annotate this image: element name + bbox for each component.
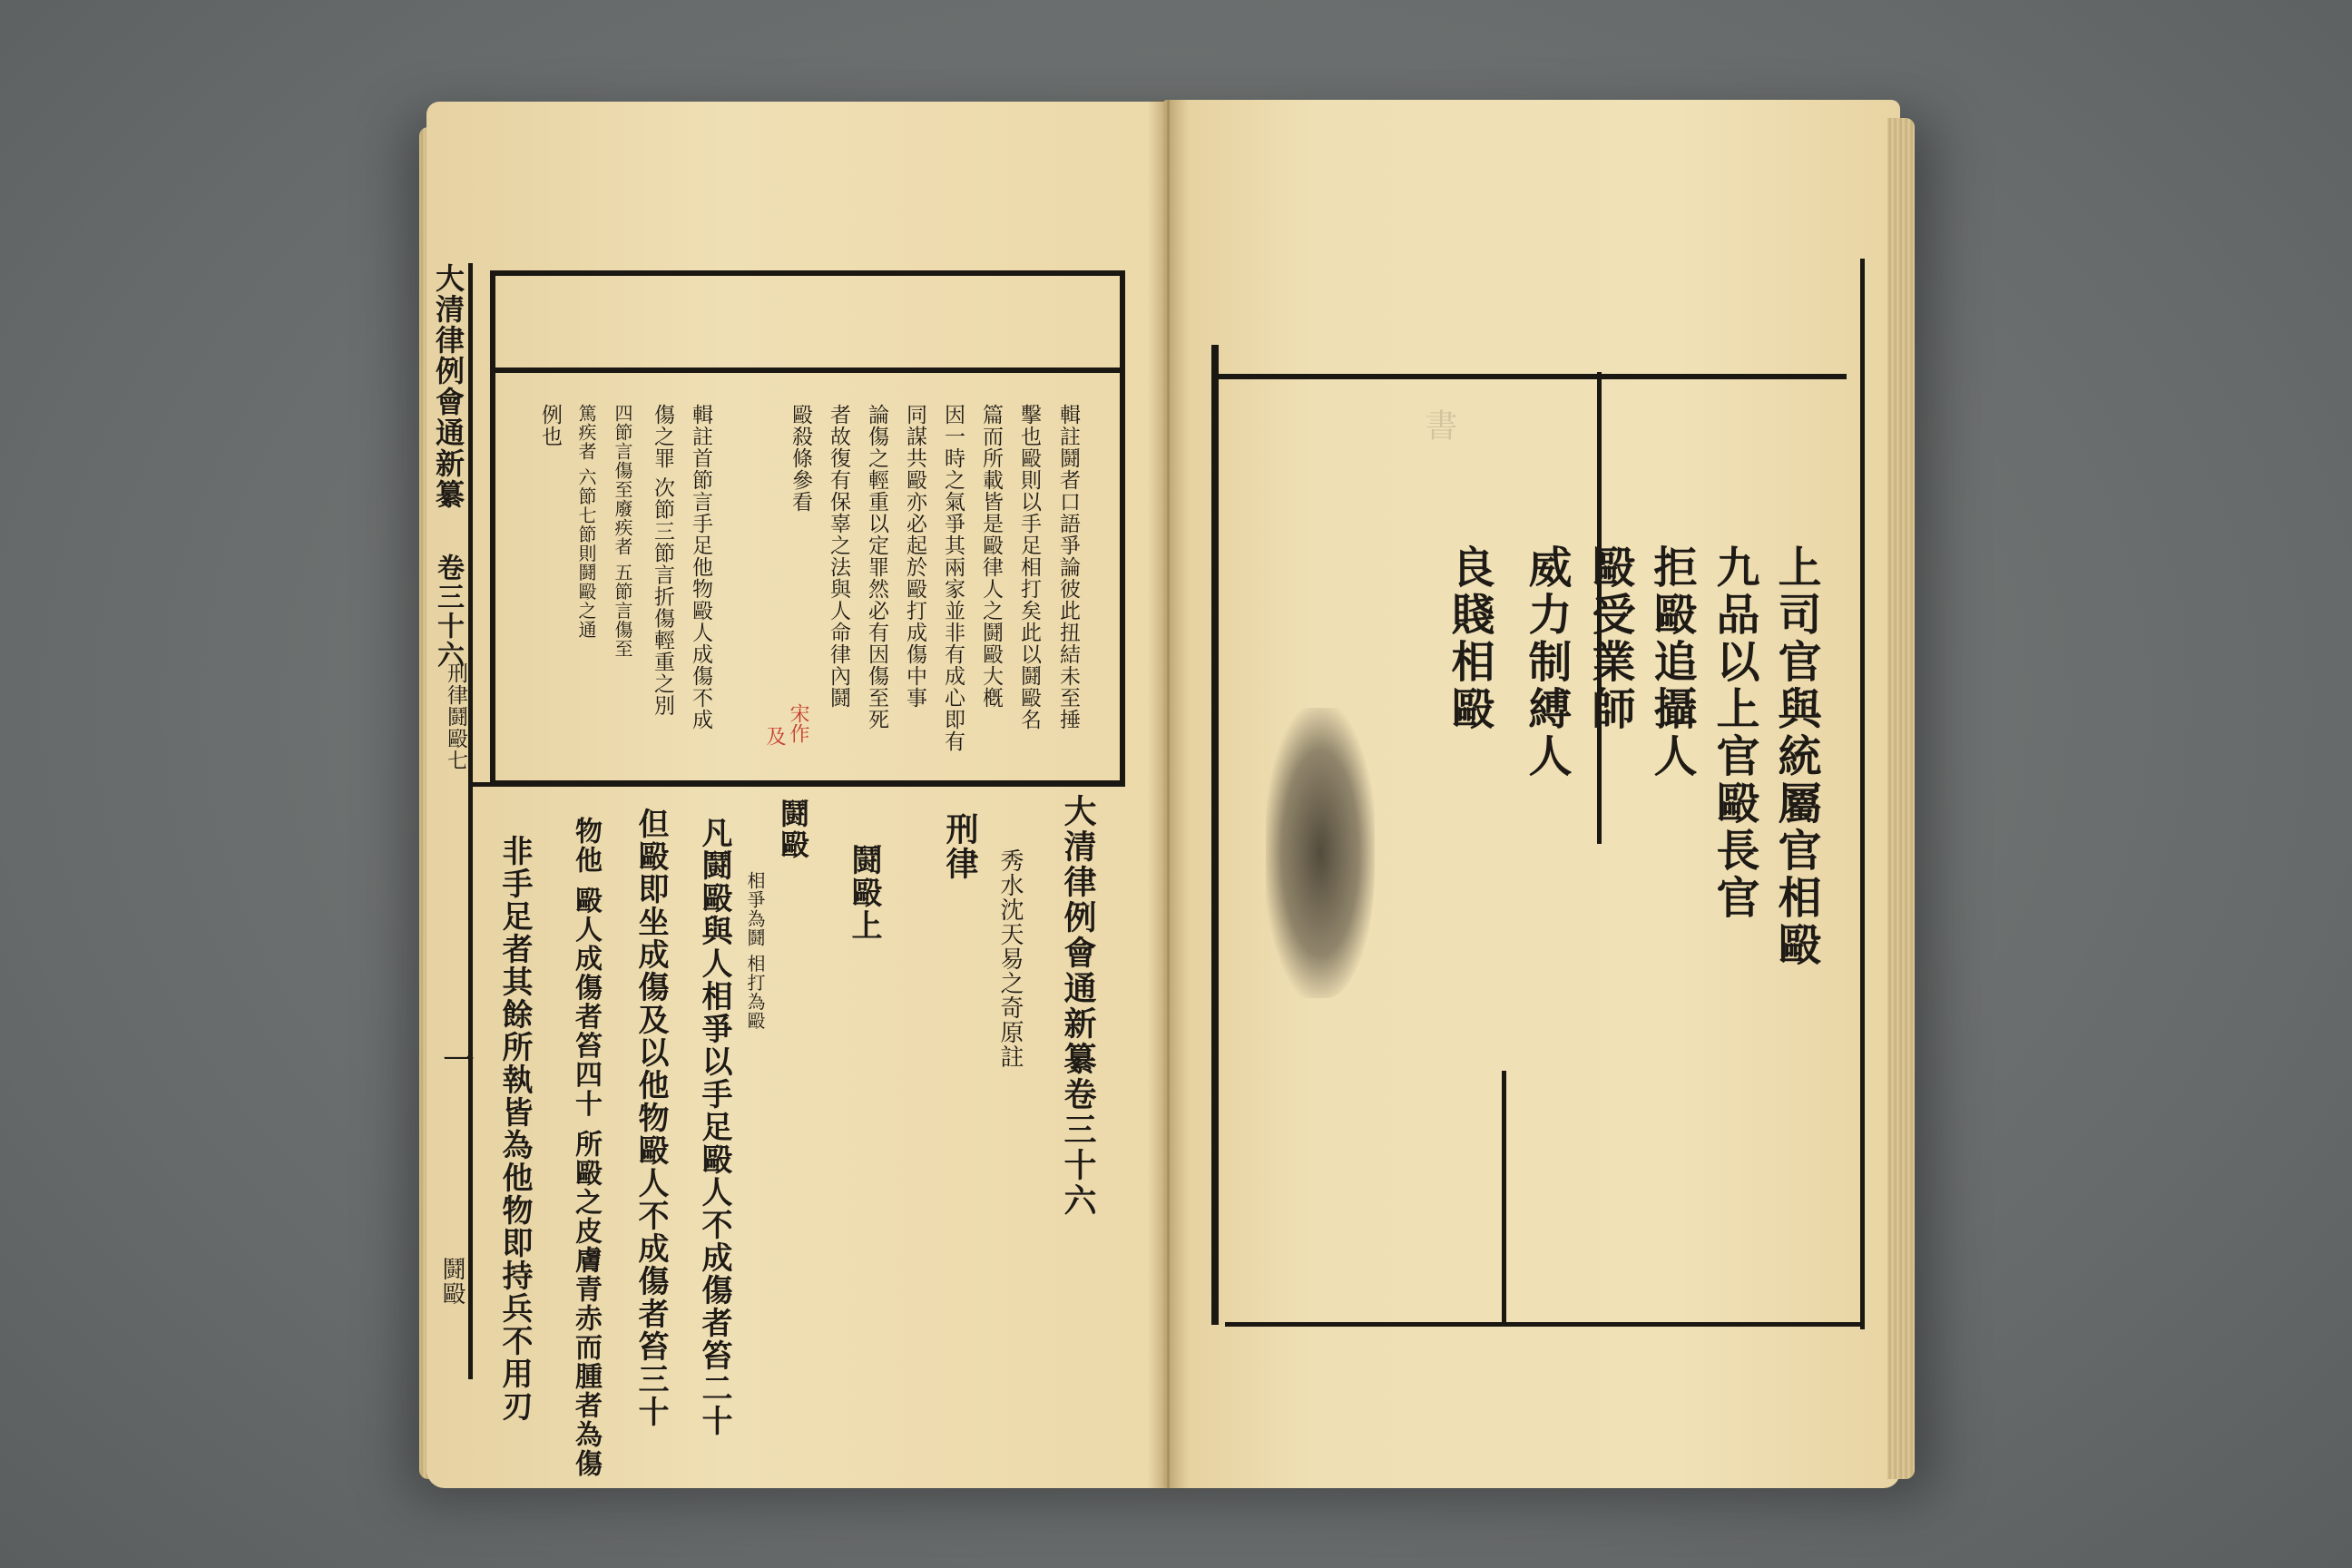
chapter-title: 鬪毆上 xyxy=(846,844,882,942)
left-margin-rule xyxy=(468,263,473,1379)
main-text-line-1: 凡鬪毆與人相爭以手足毆人不成傷者笞二十 xyxy=(696,817,732,1437)
right-frame-left xyxy=(1211,345,1219,1325)
right-frame-bottom xyxy=(1225,1322,1860,1327)
commentary-right-line-5: 例也 xyxy=(538,404,562,447)
main-text-line-2: 但毆即坐成傷及以他物毆人不成傷者笞三十 xyxy=(632,808,669,1428)
left-header-rule xyxy=(490,368,1125,373)
commentary-line-2: 擊也毆則以手足相打矣此以鬪毆名 xyxy=(1017,404,1041,730)
main-text-line-4: 非手足者其餘所執皆為他物即持兵不用刃 xyxy=(496,835,533,1423)
commentary-line-8: 毆殺條參看 xyxy=(789,404,812,513)
commentary-line-6: 論傷之輕重以定罪然必有因傷至死 xyxy=(865,404,888,730)
main-text-line-3: 物他 毆人成傷者笞四十 所毆之皮膚青赤而腫者為傷 xyxy=(570,817,602,1478)
right-frame-top xyxy=(1211,374,1847,379)
right-header-line-1: 上司官與統屬官相毆 xyxy=(1770,544,1821,969)
right-header-line-5: 威力制縛人 xyxy=(1521,544,1572,780)
commentary-line-7: 者故復有保辜之法與人命律內鬪 xyxy=(827,404,850,709)
left-margin-title: 大清律例會通新纂 xyxy=(431,263,466,510)
chapter-note-b: 相爭為鬪 相打為毆 xyxy=(744,871,766,1031)
right-frame-inner xyxy=(1502,1071,1506,1325)
commentary-right-line-3: 四節言傷至廢疾者 五節言傷至 xyxy=(612,404,633,659)
commentary-right-line-1: 輯註首節言手足他物毆人成傷不成 xyxy=(689,404,712,730)
book-gutter xyxy=(1148,100,1189,1488)
right-header-line-2: 九品以上官毆長官 xyxy=(1709,544,1759,922)
page-number: 一 xyxy=(437,1044,474,1076)
volume-main-title: 大清律例會通新纂卷三十六 xyxy=(1059,794,1097,1219)
bleed-through-text: 書 xyxy=(1420,408,1457,446)
chapter-note-a: 鬪毆 xyxy=(776,799,810,860)
commentary-line-5: 同謀共毆亦必起於毆打成傷中事 xyxy=(903,404,926,709)
commentary-right-line-4: 篤疾者 六節七節則鬪毆之通 xyxy=(575,404,597,640)
editor-credit: 秀水沈天易之奇原註 xyxy=(996,848,1024,1069)
right-page-edge xyxy=(1887,118,1915,1479)
red-annotation-2: 及 xyxy=(763,726,786,746)
commentary-line-1: 輯註鬪者口語爭論彼此扭結未至捶 xyxy=(1056,404,1080,730)
left-margin-volume: 卷三十六 xyxy=(432,554,464,670)
right-header-line-3: 拒毆追攝人 xyxy=(1646,544,1697,780)
right-margin-rule xyxy=(1860,259,1865,1329)
red-annotation-1: 宋作 xyxy=(787,703,809,743)
commentary-right-line-2: 傷之罪 次節三節言折傷輕重之別 xyxy=(651,404,674,717)
commentary-line-3: 篇而所載皆是毆律人之鬪毆大槪 xyxy=(979,404,1003,709)
left-divider-rule xyxy=(472,782,1125,787)
footer-label: 鬪毆 xyxy=(438,1257,466,1306)
left-margin-section: 刑律鬪毆七 xyxy=(444,662,467,771)
ink-smudge xyxy=(1266,708,1375,998)
commentary-line-4: 因一時之氣爭其兩家並非有成心即有 xyxy=(941,404,965,752)
right-header-line-6: 良賤相毆 xyxy=(1444,544,1494,733)
right-header-line-4: 毆受業師 xyxy=(1584,544,1635,733)
category-label: 刑律 xyxy=(941,812,979,881)
